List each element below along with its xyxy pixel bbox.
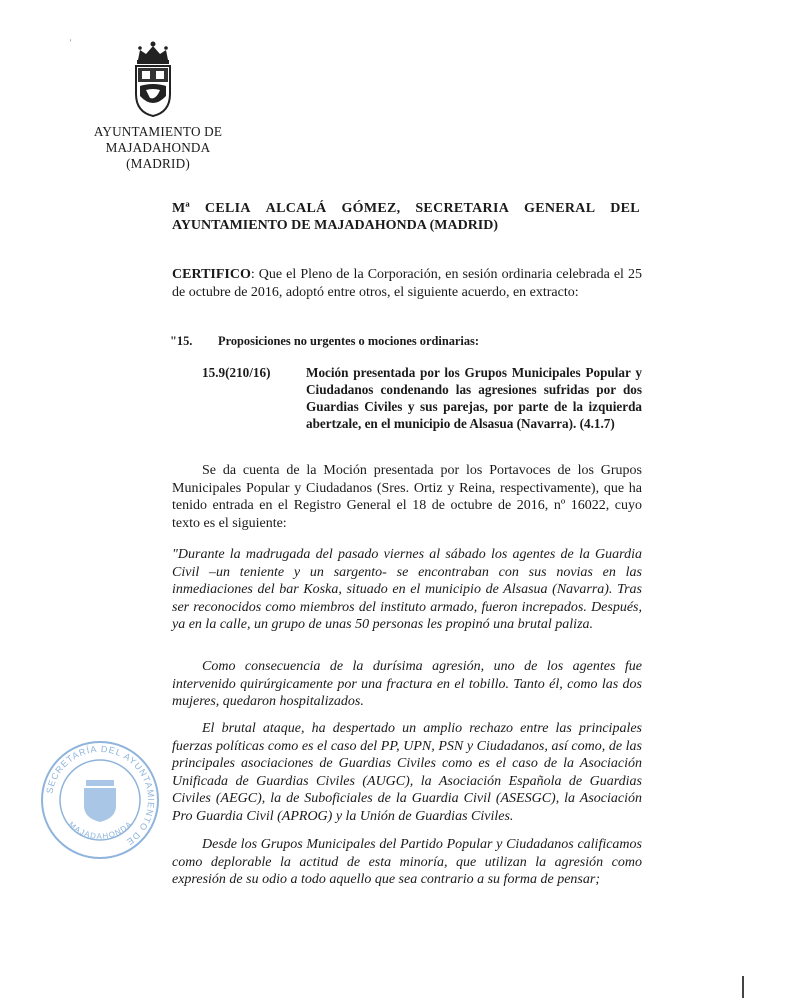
coat-of-arms-logo bbox=[128, 38, 178, 118]
secretary-word: CELIA bbox=[204, 201, 251, 216]
stamp-bottom-text: MAJADAHONDA bbox=[66, 819, 135, 841]
header-line-2: MAJADAHONDA bbox=[105, 140, 211, 155]
official-seal-stamp bbox=[38, 738, 162, 862]
motion-text-paragraph: Como consecuencia de la durísima agresión, uno de los agentes fue intervenido quirúrgicamente por una fractura en el tobillo. Tanto él, como las dos mujeres, quedaron hospitalizados. bbox=[172, 659, 642, 709]
header-line-1: AYUNTAMIENTO DE bbox=[93, 124, 223, 139]
motion-text-paragraph: El brutal ataque, ha despertado un amplio rechazo entre las principales fuerzas políticas como es el caso del PP, UPN, PSN y Ciudadanos, así como, de las principales asociaciones de Guardias Civiles como es el caso de la Asociación Unificada de Guardias Civiles (AUGC), la Asociación Española de Guardias Civiles (AEGC), la de Suboficiales de la Guardia Civil (ASESGC), la Asociación Pro Guardia Civil (APROG) y la Unión de Guardias Civiles. bbox=[172, 721, 642, 824]
motion-code: 15.9(210/16) bbox=[202, 365, 271, 380]
secretary-word: GÓMEZ, bbox=[341, 201, 401, 216]
agenda-item-heading bbox=[170, 334, 479, 349]
secretary-word: GENERAL bbox=[524, 201, 596, 216]
municipality-header bbox=[84, 124, 232, 172]
certifico-text: : Que el Pleno de la Corporación, en sesión ordinaria celebrada el 25 de octubre de 2016, adoptó entre otros, el siguiente acuerdo, en extracto: bbox=[172, 267, 642, 300]
page-edge-mark bbox=[742, 976, 744, 998]
svg-text:MAJADAHONDA bbox=[67, 819, 135, 841]
corner-mark: ' bbox=[70, 38, 72, 47]
header-line-3: (MADRID) bbox=[126, 156, 190, 171]
secretary-word: DEL bbox=[610, 201, 640, 216]
motion-text-paragraph: Desde los Grupos Municipales del Partido Popular y Ciudadanos calificamos como deplorable la actitud de esta minoría, que utilizan la agresión como expresión de su odio a todo aquello que sea contrario a su forma de pensar; bbox=[172, 837, 642, 887]
secretary-word: SECRETARIA bbox=[415, 201, 510, 216]
secretary-line-1 bbox=[172, 200, 640, 217]
secretary-line-2: AYUNTAMIENTO DE MAJADAHONDA (MADRID) bbox=[172, 218, 499, 233]
agenda-item-number: "15. bbox=[170, 334, 193, 348]
agenda-item-title: Proposiciones no urgentes o mociones ordinarias: bbox=[218, 334, 480, 348]
secretary-heading bbox=[172, 200, 640, 234]
secretary-word: Mª bbox=[172, 201, 191, 216]
certification-paragraph bbox=[172, 266, 642, 301]
secretary-word: ALCALÁ bbox=[265, 201, 327, 216]
certifico-label: CERTIFICO bbox=[172, 267, 251, 282]
intro-paragraph: Se da cuenta de la Moción presentada por los Portavoces de los Grupos Municipales Popular y Ciudadanos (Sres. Ortiz y Reina, respectivamente), que ha tenido entrada en el Registro General el 18 de octubre de 2016, nº 16022, cuyo texto es el siguiente: bbox=[172, 463, 642, 531]
motion-text-paragraph: "Durante la madrugada del pasado viernes al sábado los agentes de la Guardia Civil –un teniente y un sargento- se encontraban con sus novias en las inmediaciones del bar Koska, situado en el municipio de Alsasua (Navarra). Tras ser reconocidos como miembros del instituto armado, fueron increpados. Después, ya en la calle, un grupo de unas 50 personas les propinó una brutal paliza. bbox=[172, 547, 642, 632]
motion-heading bbox=[202, 364, 642, 432]
stamp-outer-text: SECRETARÍA DEL AYUNTAMIENTO DE bbox=[44, 743, 157, 848]
motion-title: Moción presentada por los Grupos Municipales Popular y Ciudadanos condenando las agresiones sufridas por dos Guardias Civiles y sus parejas, por parte de la izquierda abertzale, en el municipio de Alsasua (Navarra). (4.1.7) bbox=[306, 365, 642, 431]
